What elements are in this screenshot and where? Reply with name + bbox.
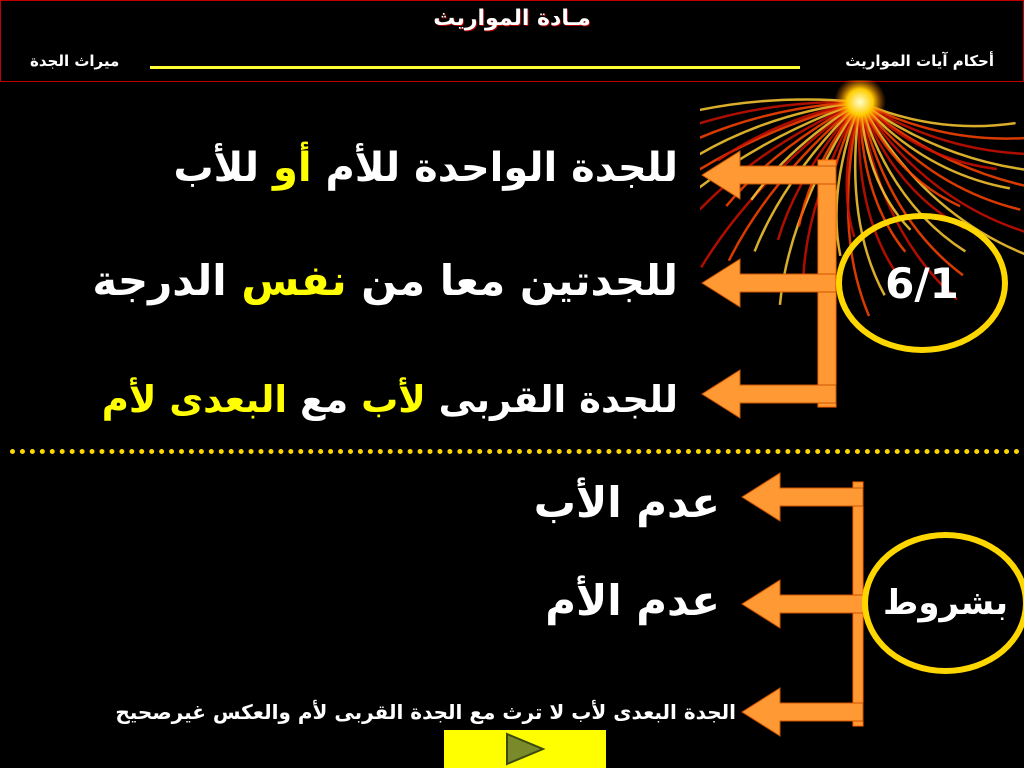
left-arrow xyxy=(742,473,863,521)
left-arrow xyxy=(742,688,863,736)
condition-note: الجدة البعدى لأب لا ترث مع الجدة القربى لأم والعكس غيرصحيح xyxy=(115,700,736,724)
slide-title: مـادة المواريث xyxy=(433,6,591,31)
play-triangle-icon xyxy=(503,732,547,766)
left-arrow xyxy=(702,370,836,418)
left-arrow xyxy=(742,580,863,628)
condition-no-mother: عدم الأم xyxy=(545,576,720,625)
breadcrumb-topic: أحكام آيات المواريث xyxy=(845,52,994,70)
line-two-grandmothers: للجدتين معا من نفس الدرجة xyxy=(92,256,678,305)
line-single-grandmother: للجدة الواحدة للأم أو للأب xyxy=(173,145,678,191)
condition-no-father: عدم الأب xyxy=(533,478,720,527)
line-near-grandmother: للجدة القربى لأب مع البعدى لأم xyxy=(101,378,678,421)
left-arrow xyxy=(702,151,836,199)
next-slide-button[interactable] xyxy=(444,730,606,768)
section-divider xyxy=(10,449,1020,454)
left-arrow xyxy=(702,259,836,307)
conditions-badge: بشروط xyxy=(862,532,1024,674)
breadcrumb-subtopic: ميراث الجدة xyxy=(30,52,120,70)
share-badge: 6/1 xyxy=(836,213,1008,353)
